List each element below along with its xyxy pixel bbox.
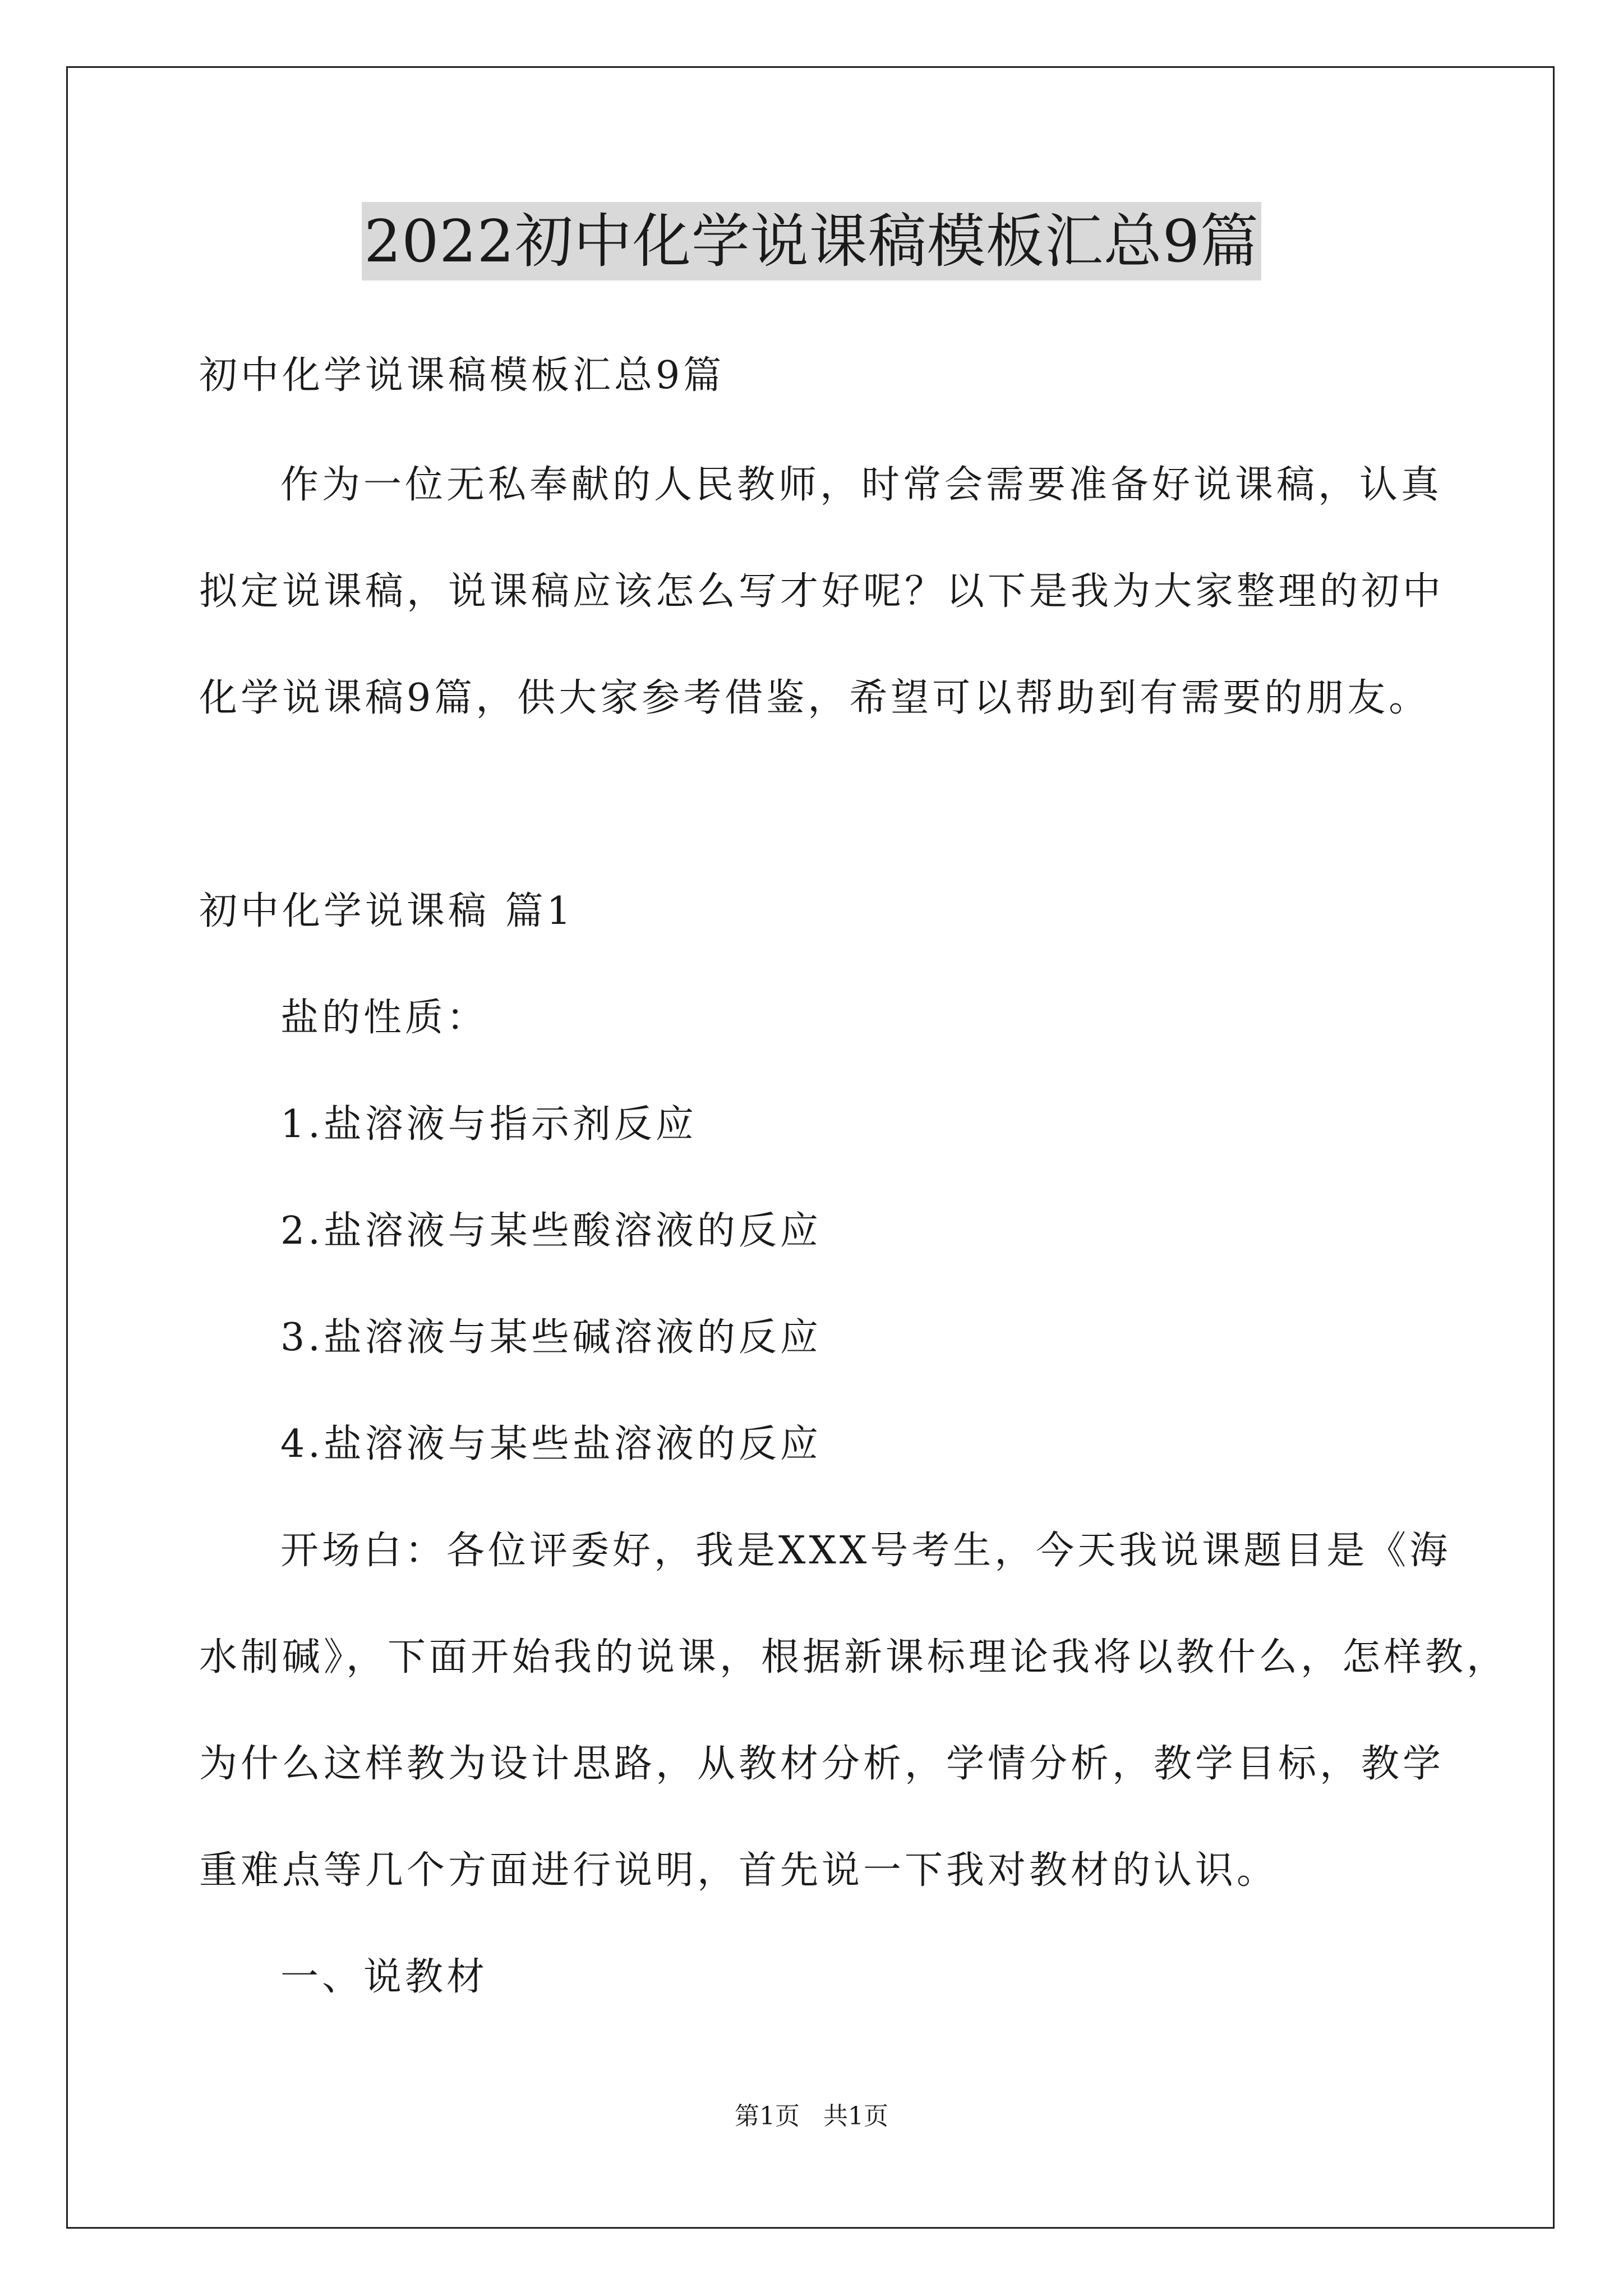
- salt-item-4: 4.盐溶液与某些盐溶液的反应: [280, 1422, 822, 1466]
- section-heading: 初中化学说课稿 篇1: [199, 889, 574, 933]
- opening-line-4: 重难点等几个方面进行说明，首先说一下我对教材的认识。: [199, 1848, 1279, 1893]
- salt-item-3: 3.盐溶液与某些碱溶液的反应: [280, 1315, 822, 1360]
- opening-line-2: 水制碱》，下面开始我的说课，根据新课标理论我将以教什么，怎样教，: [199, 1635, 1509, 1680]
- part-heading: 一、说教材: [280, 1955, 488, 1999]
- salt-item-1: 1.盐溶液与指示剂反应: [280, 1102, 697, 1147]
- intro-line-3: 化学说课稿9篇，供大家参考借鉴，希望可以帮助到有需要的朋友。: [199, 676, 1431, 720]
- opening-line-3: 为什么这样教为设计思路，从教材分析，学情分析，教学目标，教学: [199, 1742, 1445, 1786]
- document-subtitle: 初中化学说课稿模板汇总9篇: [199, 353, 725, 398]
- page-total: 共1页: [823, 2102, 888, 2131]
- salt-item-2: 2.盐溶液与某些酸溶液的反应: [280, 1209, 822, 1253]
- title-container: [0, 202, 1623, 280]
- intro-line-1: 作为一位无私奉献的人民教师，时常会需要准备好说课稿，认真: [280, 463, 1443, 507]
- intro-line-2: 拟定说课稿，说课稿应该怎么写才好呢？以下是我为大家整理的初中: [199, 569, 1445, 614]
- document-title: 2022初中化学说课稿模板汇总9篇: [362, 202, 1261, 280]
- page-number: 第1页: [735, 2102, 800, 2131]
- page-footer: [0, 2101, 1623, 2132]
- opening-line-1: 开场白：各位评委好，我是XXX号考生，今天我说课题目是《海: [280, 1529, 1451, 1573]
- salt-heading: 盐的性质：: [280, 996, 488, 1040]
